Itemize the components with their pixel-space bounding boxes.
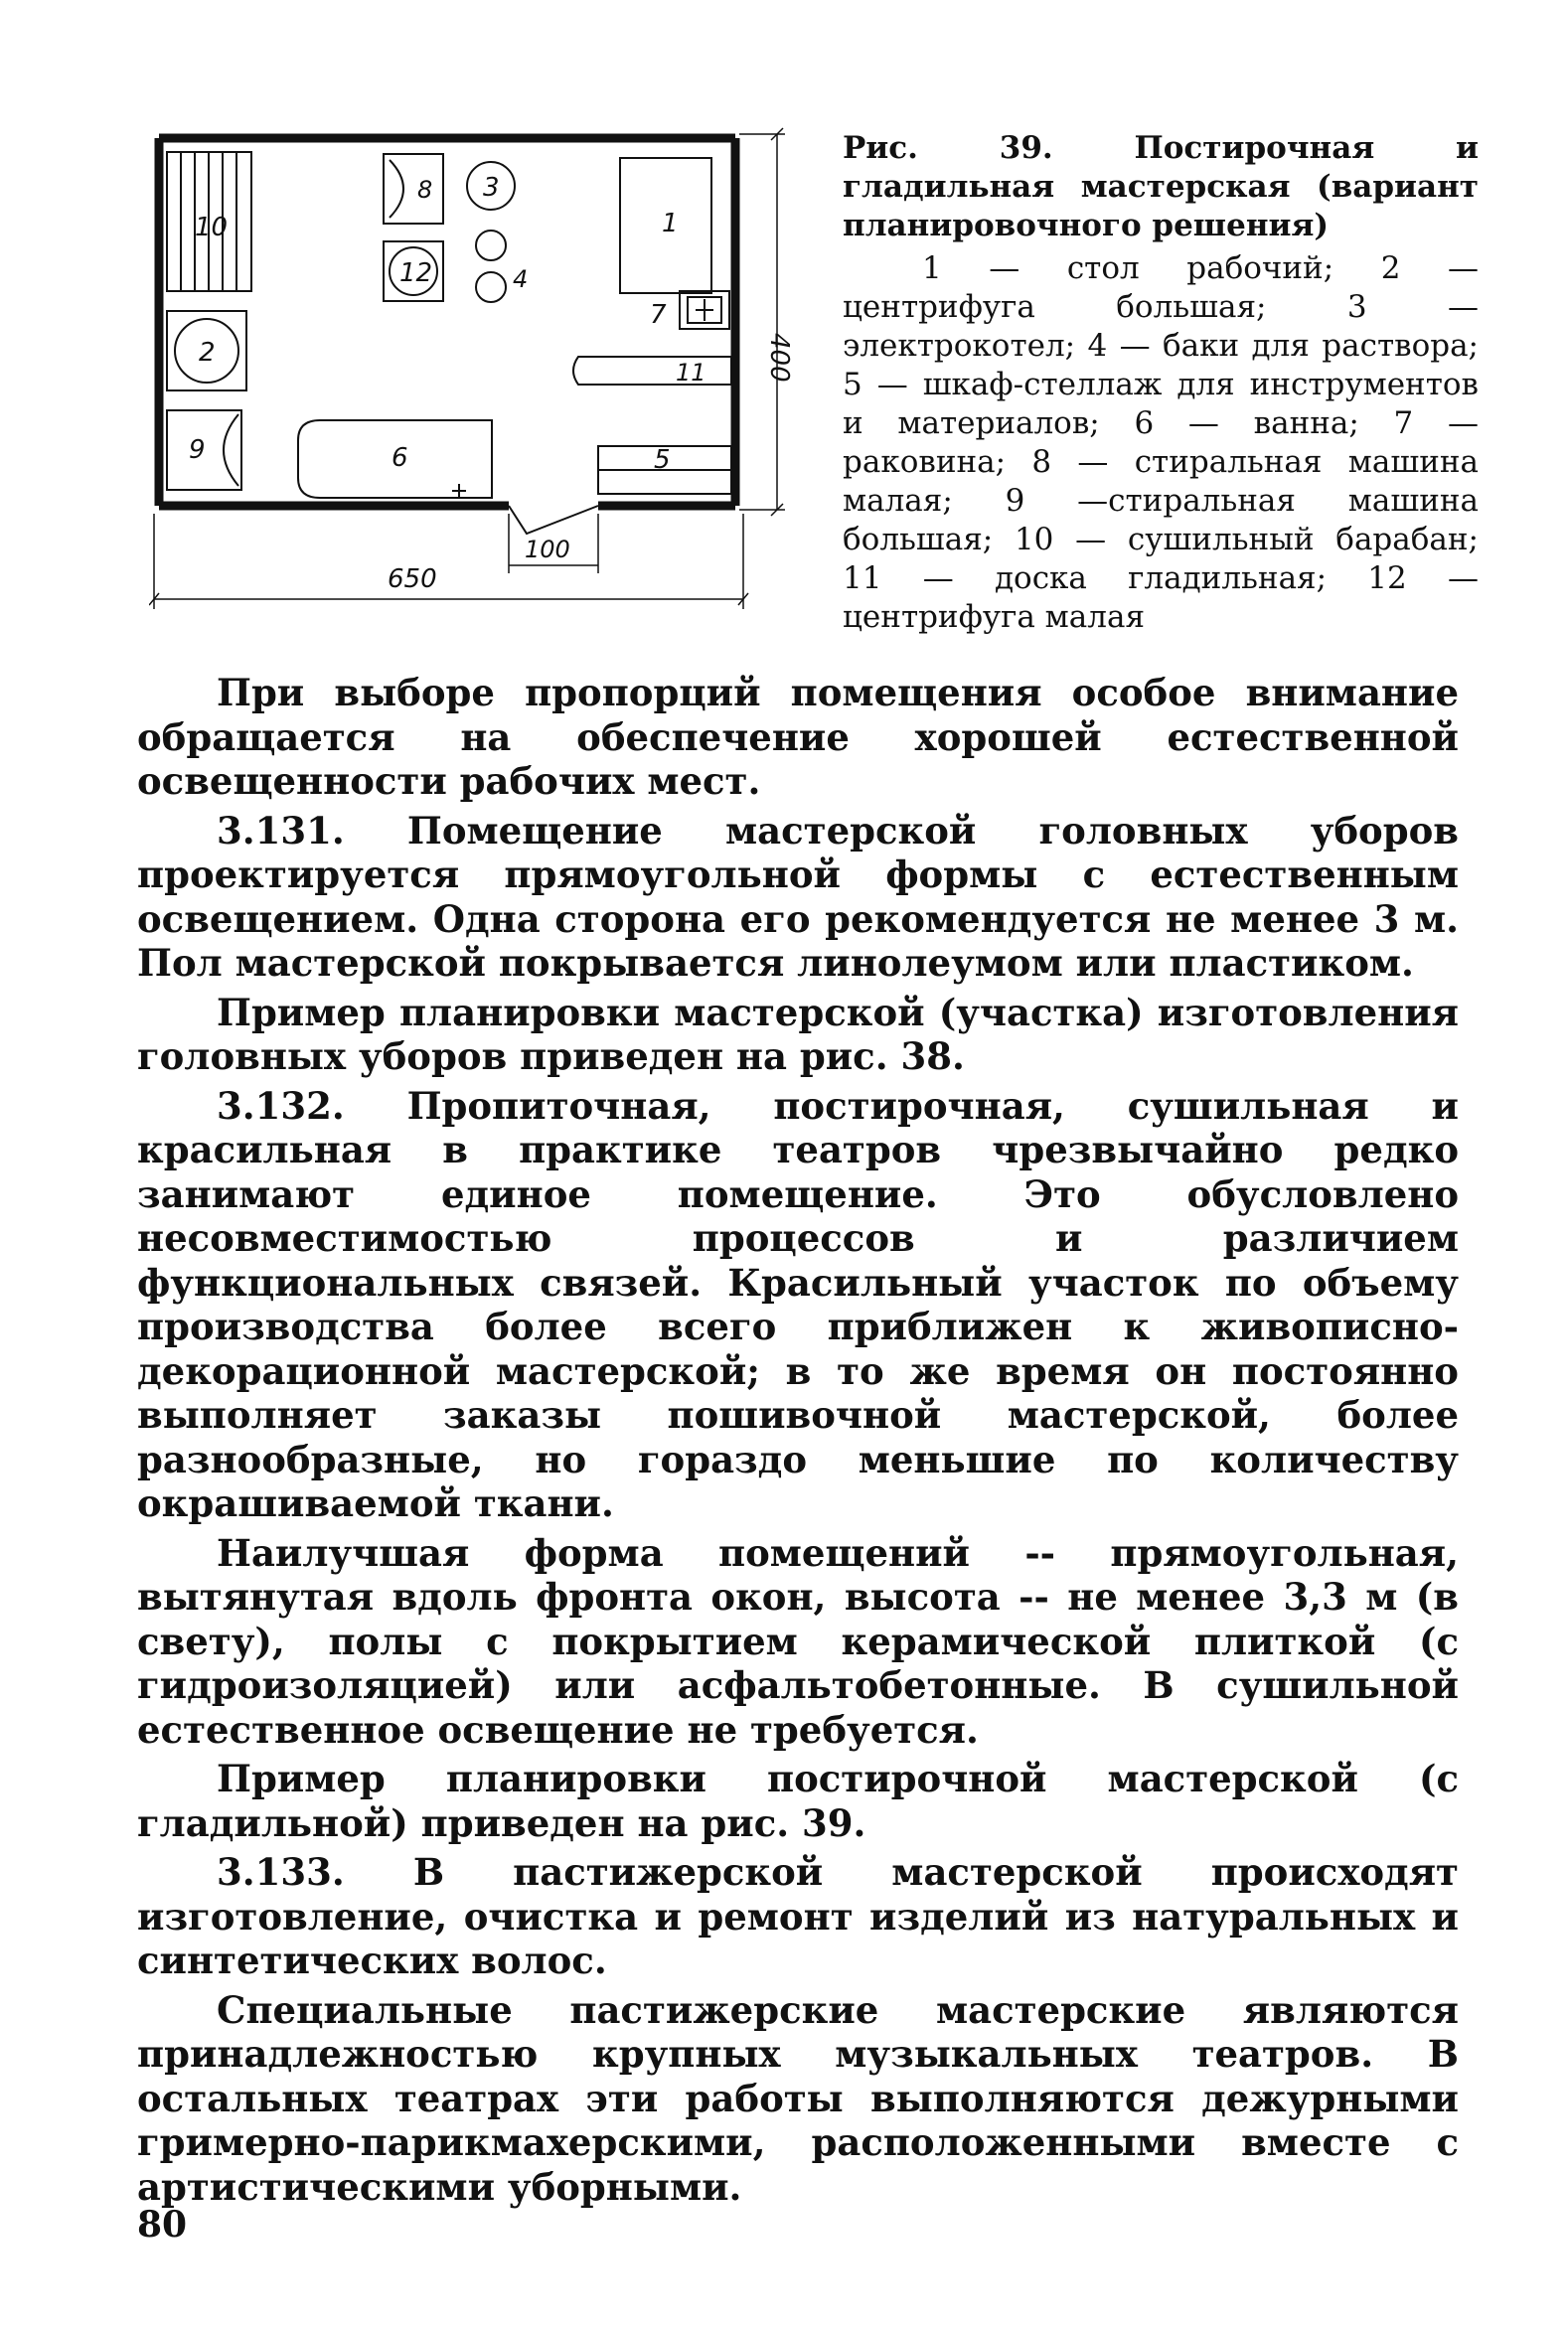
paragraph-3-132 [137,1084,1459,1526]
item-11-ironing-board [573,357,731,385]
paragraph: Пример планировки мастерской (участка) изготовления головных уборов приведен на рис. 38. [137,990,1459,1078]
label-10: 10 [195,213,229,242]
item-7-sink [680,291,729,329]
label-4: 4 [513,265,529,293]
item-4-tank-b [476,272,506,302]
page-number: 80 [137,2204,188,2246]
figure-caption [843,129,1479,637]
label-6: 6 [392,443,408,473]
dimension-height [739,128,785,516]
label-2: 2 [199,338,216,368]
paragraph-text: Помещение мастерской головных уборов проектируется прямоугольной формы с естественным освещением. Одна сторона его рекомендуется не менее 3 м. Пол мастерской покрывается линолеумом или пластиком. [137,808,1459,985]
label-dim-650: 650 [388,564,437,594]
section-number: 3.133. [217,1850,345,1894]
item-4-tank-a [476,231,506,260]
paragraph-text: Пропиточная, постирочная, сушильная и красильная в практике театров чрезвычайно редко занимают единое помещение. Это обусловлено несовместимостью процессов и различием функциональных связей. Красильный участок по объему производства более всего приближен к живописно-декорационной мастерской; в то же время он постоянно выполняет заказы пошивочной мастерской, более разнообразные, но гораздо меньшие по количеству окрашиваемой ткани. [137,1083,1459,1525]
caption-legend: 1 — стол рабочий; 2 — центрифуга большая; 3 — электрокотел; 4 — баки для раствора; 5 — шкаф-стеллаж для инструментов и материалов; 6 — ванна; 7 — раковина; 8 — стиральная машина малая; 9 —стиральная машина большая; 10 — сушильный барабан; 11 — доска гладильная; 12 — центрифуга малая [843,250,1479,635]
section-number: 3.131. [217,808,345,853]
caption-title: Рис. 39. Постирочная и гладильная мастерская (вариант планировочного решения) [843,130,1479,243]
paragraph: Специальные пастижерские мастерские являются принадлежностью крупных музыкальных театров. В остальных театрах эти работы выполняются дежурными гримерно-парикмахерскими, расположенными вместе с артистическими уборными. [137,1987,1459,2209]
figure-39-floor-plan [149,124,795,641]
paragraph: Наилучшая форма помещений -- прямоугольная, вытянутая вдоль фронта окон, высота -- не менее 3,3 м (в свету), полы с покрытием керамической плиткой (с гидроизоляцией) или асфальтобетонные. В сушильной естественное освещение не требуется. [137,1530,1459,1752]
label-3: 3 [483,173,500,203]
door-leaf [509,506,598,534]
section-number: 3.132. [217,1083,345,1128]
label-5: 5 [654,445,671,475]
paragraph: Пример планировки постирочной мастерской (с гладильной) приведен на рис. 39. [137,1757,1459,1845]
label-9: 9 [189,435,206,465]
dimension-width [149,514,748,609]
body-text [137,671,1459,2214]
label-7: 7 [650,300,667,330]
paragraph: При выборе пропорций помещения особое внимание обращается на обеспечение хорошей естественной освещенности рабочих мест. [137,671,1459,803]
item-8-washing-machine-small [384,154,443,224]
label-11: 11 [676,359,706,387]
paragraph-3-131 [137,809,1459,986]
paragraph-3-133 [137,1850,1459,1983]
paragraph-text: В пастижерской мастерской происходят изготовление, очистка и ремонт изделий из натуральных и синтетических волос. [137,1850,1459,1982]
label-8: 8 [417,176,433,204]
label-1: 1 [662,209,679,238]
label-dim-400: 400 [764,333,794,383]
label-12: 12 [399,258,433,288]
label-dim-100: 100 [525,536,570,563]
